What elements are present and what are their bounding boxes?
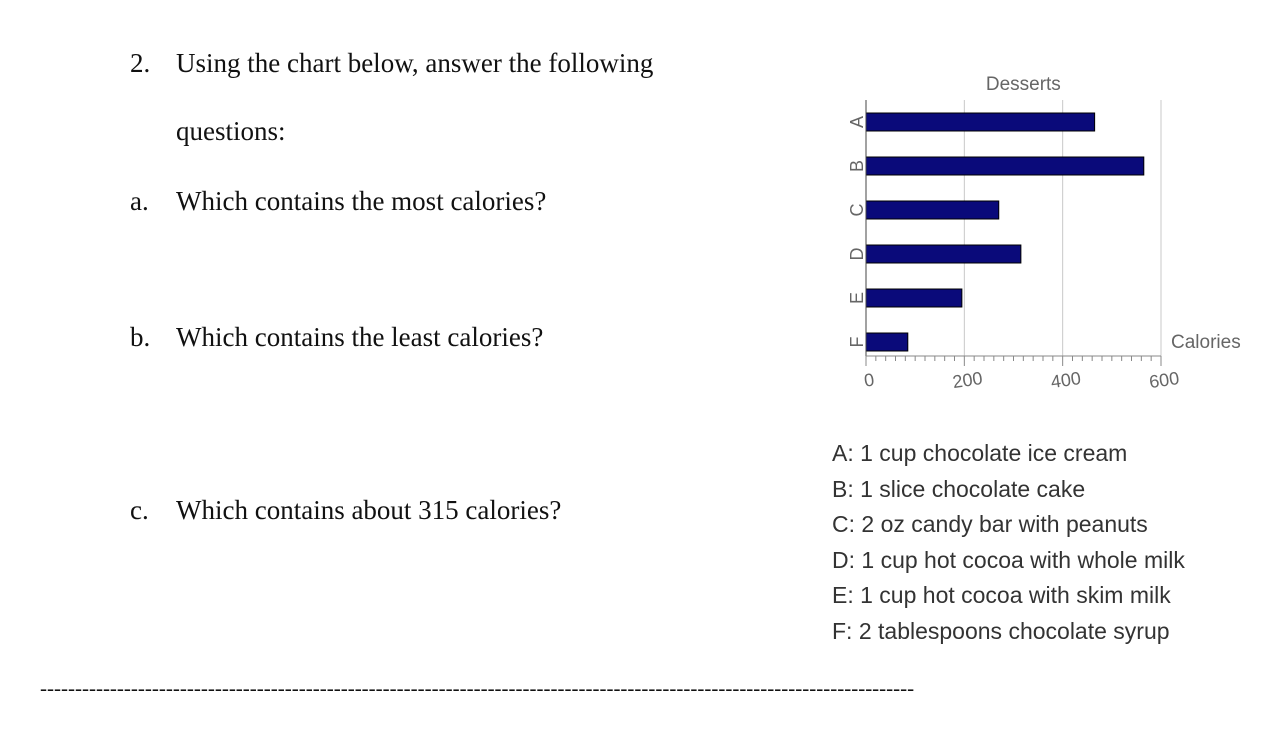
category-label-d: D (847, 247, 867, 261)
bar-e (866, 289, 962, 307)
bar-d (866, 245, 1021, 263)
bars (866, 113, 1144, 351)
legend-item-f: F: 2 tablespoons chocolate syrup (832, 617, 1170, 644)
bar-b (866, 157, 1144, 175)
dashed-divider: ----------------------------------------------------------------------------------------------------------------------------- (40, 676, 915, 700)
part-text: Which contains the least calories? (176, 322, 544, 352)
legend-item-b: B: 1 slice chocolate cake (832, 475, 1086, 502)
x-tick-label-200: 200 (951, 368, 984, 393)
category-label-e: E (847, 291, 867, 305)
chart-legend (832, 436, 1185, 649)
legend-item-a: A: 1 cup chocolate ice cream (832, 440, 1128, 466)
chart-title: Desserts (985, 74, 1061, 95)
x-tick-label-600: 600 (1147, 368, 1181, 393)
category-label-b: B (847, 159, 867, 173)
legend-item-e: E: 1 cup hot cocoa with skim milk (832, 582, 1171, 608)
part-text: Which contains the most calories? (176, 186, 547, 216)
bar-c (866, 201, 999, 219)
legend-item-d: D: 1 cup hot cocoa with whole milk (832, 546, 1185, 573)
bar-f (866, 333, 908, 351)
x-axis-label: Calories (1171, 332, 1241, 353)
part-text: Which contains about 315 calories? (176, 495, 562, 525)
x-tick-label-0: 0 (862, 369, 876, 391)
part-letter: c. (130, 495, 149, 525)
bar-a (866, 113, 1095, 131)
part-letter: a. (130, 186, 149, 216)
axes (866, 100, 1161, 366)
question-intro-line1: Using the chart below, answer the following (176, 48, 654, 78)
x-tick-label-400: 400 (1049, 368, 1083, 393)
category-label-c: C (847, 203, 867, 217)
grid-lines (964, 100, 1161, 356)
question-number: 2. (130, 48, 151, 78)
question-intro-line2: questions: (176, 116, 286, 146)
legend-item-c: C: 2 oz candy bar with peanuts (832, 511, 1148, 537)
category-label-f: F (847, 336, 867, 348)
category-label-a: A (847, 115, 867, 129)
part-letter: b. (130, 322, 151, 352)
